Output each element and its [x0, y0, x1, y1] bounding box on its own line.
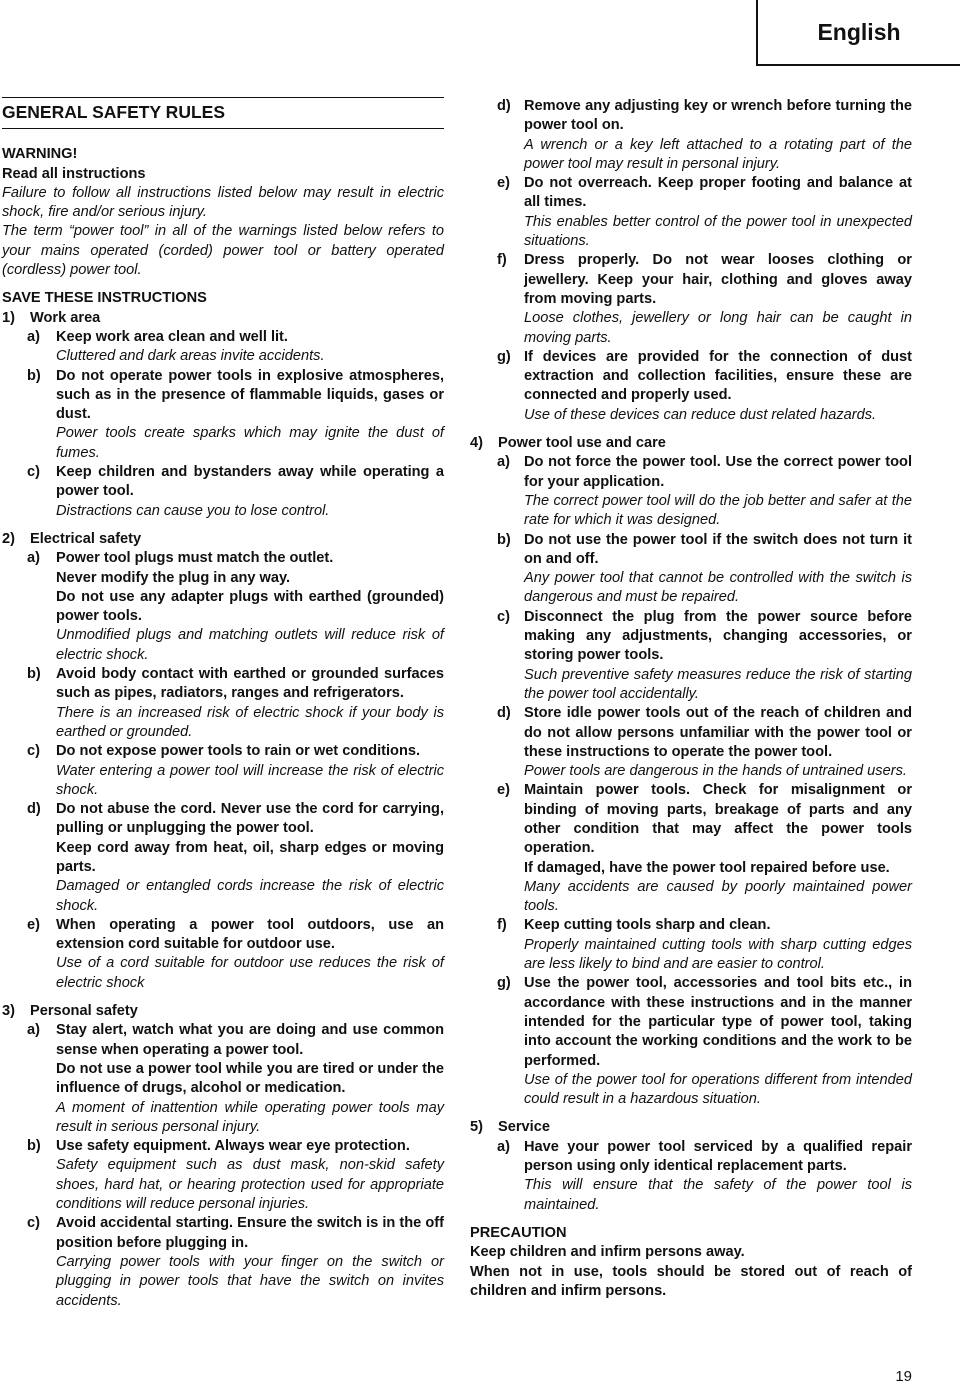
item-note: Use of these devices can reduce dust related hazards.: [524, 406, 877, 423]
item-label: e): [497, 782, 510, 799]
section-number: 3): [2, 1003, 15, 1020]
item-label: a): [497, 1138, 510, 1155]
item-rule: If damaged, have the power tool repaired before use.: [524, 859, 890, 876]
item-rule: Power tool plugs must match the outlet.: [56, 550, 334, 567]
item-rule: Do not use any adapter plugs with earthed (grounded) power tools.: [56, 588, 444, 625]
item-rule: Do not use the power tool if the switch does not turn it on and off.: [524, 531, 912, 567]
section-number: 2): [2, 530, 15, 547]
item-label: d): [497, 705, 511, 722]
list-item: [497, 174, 912, 251]
list-item: [27, 328, 444, 367]
item-note: Distractions can cause you to lose control.: [56, 502, 330, 519]
item-label: f): [497, 917, 507, 934]
section-heading-service: [470, 1118, 912, 1137]
intro-text-1: Failure to follow all instructions listed below may result in electric shock, fire and/or serious injury.: [2, 184, 444, 221]
precaution-title: PRECAUTION: [470, 1224, 567, 1241]
section-heading-personal-safety: [2, 1002, 444, 1021]
section-title: Service: [498, 1119, 550, 1136]
item-note: This enables better control of the power tool in unexpected situations.: [524, 213, 912, 250]
item-label: c): [497, 608, 510, 625]
precaution-line: Keep children and infirm persons away.: [470, 1244, 745, 1261]
item-label: g): [497, 975, 511, 992]
item-label: d): [27, 801, 41, 818]
item-note: Power tools are dangerous in the hands of untrained users.: [524, 763, 907, 780]
list-item: [497, 97, 912, 174]
item-rule: Store idle power tools out of the reach of children and do not allow persons unfamiliar with the power tool or these instructions to operate the power tool.: [524, 705, 912, 760]
item-note: Water entering a power tool will increase the risk of electric shock.: [56, 762, 444, 798]
section-title: Power tool use and care: [498, 435, 666, 452]
list-item: [497, 1138, 912, 1215]
item-note: Properly maintained cutting tools with sharp cutting edges are less likely to bind and are easier to control.: [524, 936, 912, 973]
item-rule: Do not force the power tool. Use the correct power tool for your application.: [524, 454, 912, 490]
read-all-label: Read all instructions: [2, 165, 146, 182]
warning-label: WARNING!: [2, 146, 78, 163]
list-item: [27, 463, 444, 521]
item-rule: Keep children and bystanders away while operating a power tool.: [56, 464, 444, 500]
item-rule: Stay alert, watch what you are doing and use common sense when operating a power tool.: [56, 1022, 444, 1058]
item-label: f): [497, 252, 507, 269]
left-column: [2, 97, 444, 1311]
item-note: Loose clothes, jewellery or long hair can be caught in moving parts.: [524, 310, 912, 346]
list-item: [497, 453, 912, 530]
item-label: b): [27, 1138, 41, 1155]
list-item: [27, 916, 444, 993]
precaution-line: When not in use, tools should be stored out of reach of children and infirm persons.: [470, 1263, 912, 1299]
item-rule: Use safety equipment. Always wear eye protection.: [56, 1138, 410, 1155]
list-item: [497, 916, 912, 974]
item-rule: Maintain power tools. Check for misalignment or binding of moving parts, breakage of parts and any other condition that may affect the power tools operation.: [524, 782, 912, 857]
item-note: This will ensure that the safety of the power tool is maintained.: [524, 1177, 912, 1213]
list-item: [27, 665, 444, 742]
item-rule: Do not expose power tools to rain or wet conditions.: [56, 743, 421, 760]
list-item: [27, 742, 444, 800]
intro-text-2: The term “power tool” in all of the warnings listed below refers to your mains operated (corded) power tool or battery operated (cordless) power tool.: [2, 223, 444, 279]
item-note: Unmodified plugs and matching outlets will reduce risk of electric shock.: [56, 627, 444, 663]
item-rule: Do not use a power tool while you are tired or under the influence of drugs, alcohol or medication.: [56, 1060, 444, 1097]
item-note: The correct power tool will do the job better and safer at the rate for which it was designed.: [524, 492, 912, 529]
item-label: a): [27, 550, 40, 567]
list-item: [497, 608, 912, 704]
item-rule: When operating a power tool outdoors, use an extension cord suitable for outdoor use.: [56, 916, 444, 953]
item-label: c): [27, 464, 40, 481]
language-label: English: [817, 18, 901, 45]
item-rule: Never modify the plug in any way.: [56, 569, 291, 586]
item-rule: Do not overreach. Keep proper footing and balance at all times.: [524, 175, 912, 211]
item-rule: Keep work area clean and well lit.: [56, 328, 288, 345]
list-item: [27, 1021, 444, 1137]
item-rule: Dress properly. Do not wear looses clothing or jewellery. Keep your hair, clothing and gloves away from moving parts.: [524, 252, 912, 307]
item-rule: Keep cutting tools sharp and clean.: [524, 917, 771, 934]
item-note: A moment of inattention while operating power tools may result in serious personal injury.: [56, 1099, 444, 1135]
item-note: Carrying power tools with your finger on the switch or plugging in power tools that have the switch on invites accidents.: [56, 1253, 444, 1309]
item-rule: Do not abuse the cord. Never use the cord for carrying, pulling or unplugging the power tool.: [56, 801, 444, 837]
item-rule: Do not operate power tools in explosive atmospheres, such as in the presence of flammable liquids, gases or dust.: [56, 367, 444, 423]
item-label: b): [27, 666, 41, 683]
item-rule: If devices are provided for the connection of dust extraction and collection facilities, ensure these are connected and properly used.: [524, 348, 912, 404]
item-label: d): [497, 98, 511, 114]
section-heading-work-area: [2, 309, 444, 328]
item-label: e): [497, 175, 510, 192]
list-item: [27, 1137, 444, 1214]
item-label: c): [27, 743, 40, 760]
list-item: [27, 549, 444, 665]
section-number: 1): [2, 309, 15, 326]
list-item: [27, 800, 444, 916]
item-note: Damaged or entangled cords increase the risk of electric shock.: [56, 878, 444, 914]
list-item: [497, 348, 912, 425]
item-label: a): [27, 328, 40, 345]
item-label: b): [27, 367, 41, 384]
list-item: [27, 1214, 444, 1310]
list-item: [27, 367, 444, 463]
section-title: Electrical safety: [30, 530, 142, 547]
item-note: Use of a cord suitable for outdoor use reduces the risk of electric shock: [56, 955, 444, 991]
section-title: Personal safety: [30, 1003, 138, 1020]
item-note: Any power tool that cannot be controlled with the switch is dangerous and must be repaired.: [524, 570, 912, 606]
right-column: [470, 97, 912, 1301]
item-note: Use of the power tool for operations different from intended could result in a hazardous situation.: [524, 1071, 912, 1108]
item-note: Power tools create sparks which may ignite the dust of fumes.: [56, 425, 444, 461]
item-rule: Disconnect the plug from the power source before making any adjustments, changing accessories, or storing power tools.: [524, 608, 912, 664]
list-item: [497, 704, 912, 781]
section-number: 5): [470, 1119, 483, 1136]
item-label: e): [27, 916, 40, 933]
list-item: [497, 974, 912, 1109]
language-tab: [756, 0, 960, 66]
section-heading-power-tool-use: [470, 434, 912, 453]
item-rule: Avoid accidental starting. Ensure the switch is in the off position before plugging in.: [56, 1215, 444, 1251]
item-note: There is an increased risk of electric shock if your body is earthed or grounded.: [56, 704, 444, 740]
item-note: Many accidents are caused by poorly maintained power tools.: [524, 878, 912, 915]
save-instructions: SAVE THESE INSTRUCTIONS: [2, 290, 207, 307]
item-note: A wrench or a key left attached to a rotating part of the power tool may result in personal injury.: [524, 136, 912, 172]
item-rule: Use the power tool, accessories and tool bits etc., in accordance with these instructions and in the manner intended for the particular type of power tool, taking into account the working conditions and the work to be performed.: [524, 975, 912, 1069]
list-item: [497, 781, 912, 916]
item-label: c): [27, 1215, 40, 1232]
item-label: b): [497, 531, 511, 548]
page-title: GENERAL SAFETY RULES: [2, 97, 444, 129]
item-label: a): [497, 454, 510, 471]
list-item: [497, 251, 912, 347]
item-note: Safety equipment such as dust mask, non-skid safety shoes, hard hat, or hearing protection used for appropriate conditions will reduce personal injuries.: [56, 1157, 444, 1213]
item-rule: Remove any adjusting key or wrench before turning the power tool on.: [524, 98, 912, 134]
item-rule: Avoid body contact with earthed or grounded surfaces such as pipes, radiators, ranges and refrigerators.: [56, 666, 444, 702]
item-label: a): [27, 1022, 40, 1039]
section-title: Work area: [30, 309, 101, 326]
item-rule: Have your power tool serviced by a qualified repair person using only identical replacement parts.: [524, 1138, 912, 1175]
item-label: g): [497, 348, 511, 365]
page-number: 19: [895, 1368, 912, 1385]
section-heading-electrical-safety: [2, 530, 444, 549]
section-number: 4): [470, 435, 483, 452]
item-rule: Keep cord away from heat, oil, sharp edges or moving parts.: [56, 839, 444, 875]
item-note: Such preventive safety measures reduce the risk of starting the power tool accidentally.: [524, 666, 912, 702]
item-note: Cluttered and dark areas invite accidents.: [56, 348, 325, 365]
list-item: [497, 531, 912, 608]
